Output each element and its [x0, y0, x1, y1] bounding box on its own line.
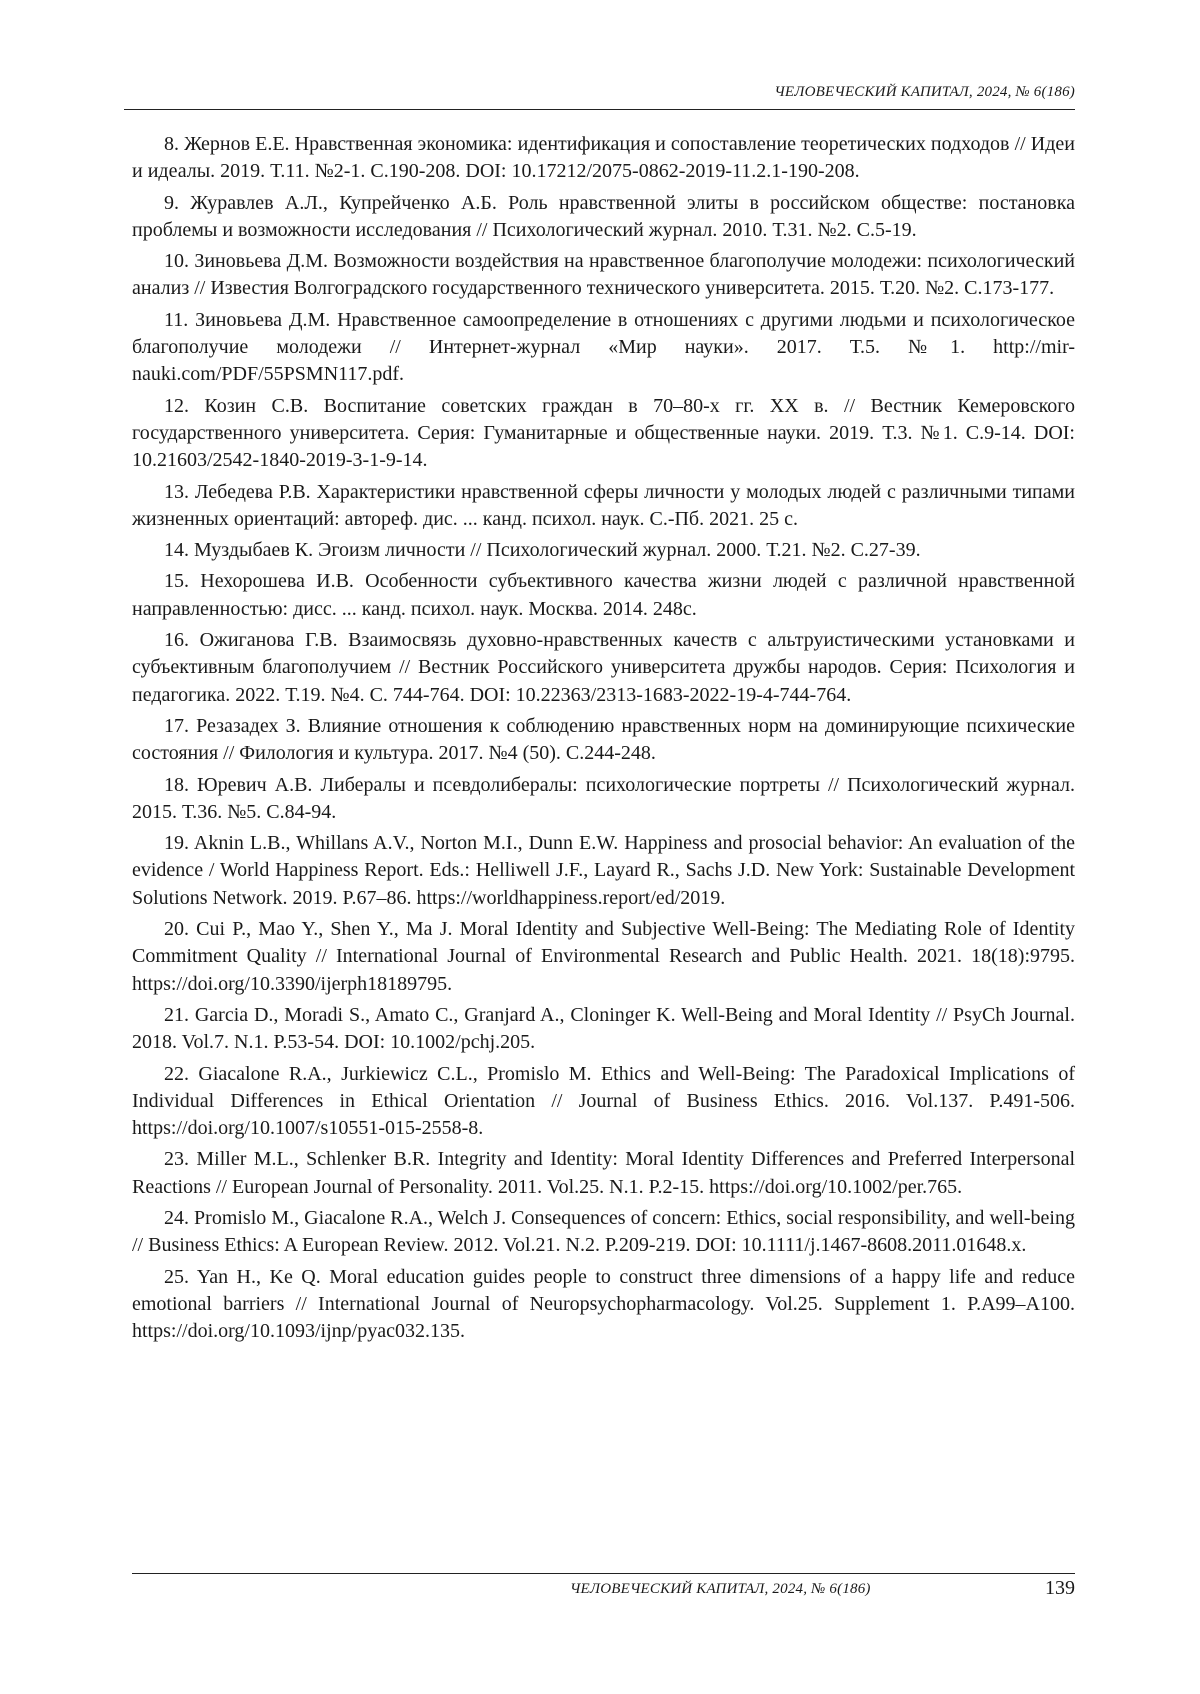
reference-item: 8. Жернов Е.Е. Нравственная экономика: идентификация и сопоставление теоретических подходов // Идеи и идеалы. 2019. Т.11. №2-1. С.190-208. DOI: 10.17212/2075-0862-2019-11.2.1-190-208. — [132, 133, 1075, 183]
reference-item: 12. Козин С.В. Воспитание советских граждан в 70–80-х гг. XX в. // Вестник Кемеровского государственного университета. Серия: Гуманитарные и общественные науки. 2019. Т.3. №1. С.9-14. DOI: 10.21603/2542-1840-2019-3-1-9-14. — [132, 394, 1075, 472]
reference-item: 16. Ожиганова Г.В. Взаимосвязь духовно-нравственных качеств с альтруистическими установками и субъективным благополучием // Вестник Российского университета дружбы народов. Серия: Психология и педагогика. 2022. Т.19. №4. С. 744-764. DOI: 10.22363/2313-1683-2022-19-4-744-764. — [132, 629, 1075, 706]
reference-item: 9. Журавлев А.Л., Купрейченко А.Б. Роль нравственной элиты в российском обществе: постановка проблемы и возможности исследования // Психологический журнал. 2010. Т.31. №2. С.5-19. — [132, 191, 1075, 241]
reference-item: 24. Promislo M., Giacalone R.A., Welch J. Consequences of concern: Ethics, social responsibility, and well-being // Business Ethics: A European Review. 2012. Vol.21. N.2. P.209-219. DOI: 10.1111/j.1467-8608.2011.01648.x. — [132, 1206, 1075, 1257]
footer-journal-title: ЧЕЛОВЕЧЕСКИЙ КАПИТАЛ, 2024, № 6(186) — [570, 1581, 871, 1597]
reference-item: 19. Aknin L.B., Whillans A.V., Norton M.I., Dunn E.W. Happiness and prosocial behavior: An evaluation of the evidence / World Happiness Report. Eds.: Helliwell J.F., Layard R., Sachs J.D. New York: Sustainable Development Solutions Network. 2019. P.67–86. https://worldhappiness.report/ed/2019. — [132, 832, 1075, 909]
reference-item: 11. Зиновьева Д.М. Нравственное самоопределение в отношениях с другими людьми и психологическое благополучие молодежи // Интернет-журнал «Мир науки». 2017. Т.5. №1. http://mir-nauki.com/PDF/55PSMN117.pdf. — [132, 308, 1075, 386]
reference-item: 18. Юревич А.В. Либералы и псевдолибералы: психологические портреты // Психологический журнал. 2015. Т.36. №5. С.84-94. — [132, 773, 1075, 823]
reference-item: 22. Giacalone R.A., Jurkiewicz C.L., Promislo M. Ethics and Well-Being: The Paradoxical Implications of Individual Differences in Ethical Orientation // Journal of Business Ethics. 2016. Vol.137. P.491-506. https://doi.org/10.1007/s10551-015-2558-8. — [132, 1062, 1075, 1140]
page-number: 139 — [1045, 1577, 1075, 1599]
reference-item: 10. Зиновьева Д.М. Возможности воздействия на нравственное благополучие молодежи: психологический анализ // Известия Волгоградского государственного технического университета. 2015. Т.20. №2. С.173-177. — [132, 250, 1075, 300]
reference-list — [132, 131, 1075, 1349]
reference-item: 20. Cui P., Mao Y., Shen Y., Ma J. Moral Identity and Subjective Well-Being: The Mediating Role of Identity Commitment Quality // International Journal of Environmental Research and Public Health. 2021. 18(18):9795. https://doi.org/10.3390/ijerph18189795. — [132, 918, 1075, 995]
reference-item: 25. Yan H., Ke Q. Moral education guides people to construct three dimensions of a happy life and reduce emotional barriers // International Journal of Neuropsychopharmacology. Vol.25. Supplement 1. P.A99–A100. https://doi.org/10.1093/ijnp/pyac032.135. — [132, 1265, 1075, 1343]
footer-rule — [132, 1573, 1075, 1574]
header-rule — [124, 109, 1075, 110]
reference-item: 23. Miller M.L., Schlenker B.R. Integrity and Identity: Moral Identity Differences and Preferred Interpersonal Reactions // European Journal of Personality. 2011. Vol.25. N.1. P.2-15. https://doi.org/10.1002/per.765. — [132, 1148, 1075, 1198]
reference-item: 21. Garcia D., Moradi S., Amato C., Granjard A., Cloninger K. Well-Being and Moral Identity // PsyCh Journal. 2018. Vol.7. N.1. P.53-54. DOI: 10.1002/pchj.205. — [132, 1003, 1075, 1054]
running-head: ЧЕЛОВЕЧЕСКИЙ КАПИТАЛ, 2024, № 6(186) — [774, 84, 1075, 100]
reference-item: 17. Резазадех З. Влияние отношения к соблюдению нравственных норм на доминирующие психические состояния // Филология и культура. 2017. №4 (50). С.244-248. — [132, 714, 1075, 765]
reference-item: 13. Лебедева Р.В. Характеристики нравственной сферы личности у молодых людей с различными типами жизненных ориентаций: автореф. дис. ... канд. психол. наук. С.-Пб. 2021. 25 с. — [132, 480, 1075, 530]
reference-item: 14. Муздыбаев К. Эгоизм личности // Психологический журнал. 2000. Т.21. №2. С.27-39. — [164, 539, 921, 562]
reference-item: 15. Нехорошева И.В. Особенности субъективного качества жизни людей с различной нравственной направленностью: дисс. ... канд. психол. наук. Москва. 2014. 248с. — [132, 570, 1075, 620]
